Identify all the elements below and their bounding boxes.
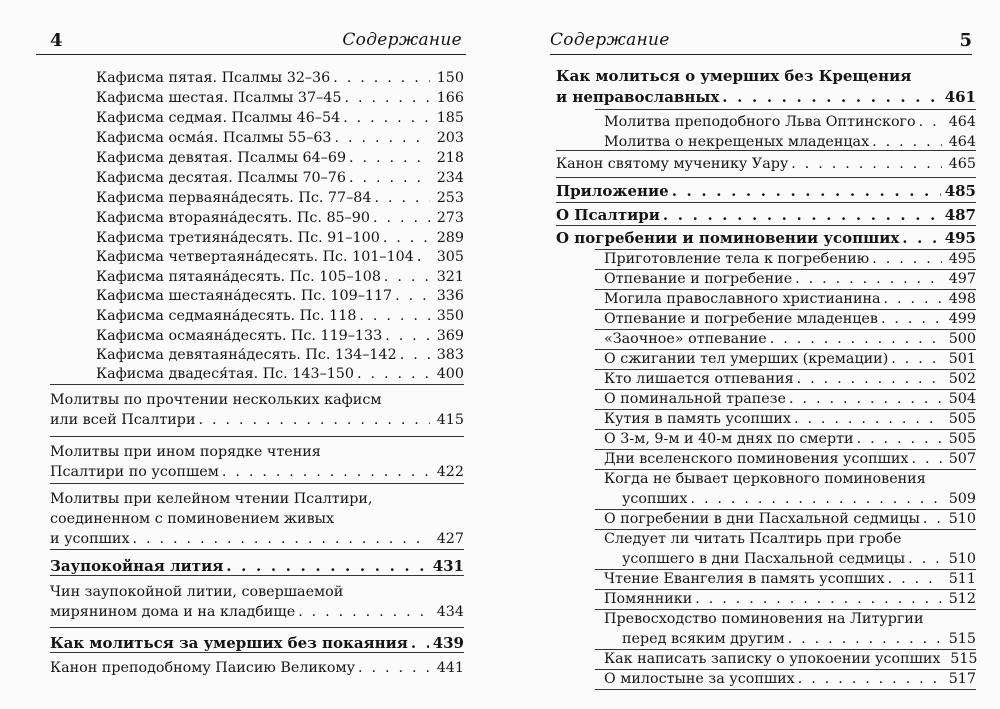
- right-header-rule: [550, 54, 972, 55]
- toc-entry-title: «Заочное» отпевание: [604, 331, 767, 347]
- toc-entry-page-number: 517: [948, 671, 976, 687]
- dot-leader: [411, 633, 429, 653]
- toc-entry-title: О погребении и поминовении усопших: [556, 229, 900, 247]
- dot-leader: [349, 148, 430, 168]
- toc-entry-title: Отпевание и погребение младенцев: [604, 311, 878, 327]
- toc-entry-title: Приложение: [556, 182, 669, 200]
- toc-entry-title: Канон святому мученику Уару: [556, 156, 789, 172]
- burial-sub-entry: [604, 449, 976, 469]
- kathisma-entry: [96, 286, 464, 306]
- toc-entry-page-number: 464: [948, 114, 976, 130]
- toc-entry-title: Чтение Евангелия в память усопших: [604, 571, 885, 587]
- toc-section-entry: [50, 489, 464, 549]
- toc-entry-last-line: [96, 88, 464, 108]
- toc-entry-last-line: [50, 633, 464, 653]
- toc-section-entry: [50, 390, 464, 430]
- toc-entry-page-number: 509: [948, 491, 976, 507]
- dot-leader: [357, 364, 430, 384]
- section-divider: [50, 483, 464, 484]
- dot-leader: [417, 247, 430, 267]
- toc-entry-line: Как молиться о умерших без Крещения: [556, 67, 912, 85]
- dot-leader: [794, 409, 942, 429]
- toc-entry-title: Приготовление тела к погребению: [604, 251, 870, 267]
- toc-entry-title: Кафисма пятаяна́десять. Пс. 105–108: [96, 269, 381, 285]
- toc-entry-last-line: [604, 132, 976, 152]
- dot-leader: [872, 132, 942, 152]
- toc-entry-last-line: [96, 188, 464, 208]
- dot-leader: [791, 154, 942, 174]
- dot-leader: [795, 269, 942, 289]
- toc-entry-line: Молитвы при келейном чтении Псалтири,: [50, 491, 373, 507]
- dot-leader: [891, 349, 942, 369]
- toc-entry-page-number: 434: [436, 604, 464, 620]
- toc-entry-title: Кафисма шестаяна́десять. Пс. 109–117: [96, 288, 393, 304]
- toc-entry-last-line: [556, 154, 976, 174]
- burial-sub-entry: [604, 369, 976, 389]
- toc-section-entry: [50, 442, 464, 482]
- dot-leader: [902, 228, 940, 248]
- toc-entry-page-number: 465: [948, 156, 976, 172]
- toc-section-entry: [50, 658, 464, 678]
- kathisma-entry: [96, 267, 464, 287]
- toc-entry-last-line: [604, 309, 976, 329]
- dot-leader: [384, 267, 430, 287]
- dot-leader: [884, 289, 942, 309]
- left-page: [0, 0, 490, 709]
- right-header: [550, 30, 972, 54]
- toc-entry-page-number: 495: [944, 229, 976, 247]
- dot-leader: [133, 529, 430, 549]
- dot-leader: [373, 208, 430, 228]
- toc-entry-last-line: [604, 589, 976, 609]
- toc-entry-last-line: [50, 410, 464, 430]
- toc-entry-last-line: [604, 269, 976, 289]
- section-divider: [556, 225, 976, 226]
- dot-leader: [385, 326, 430, 346]
- kathisma-entry: [96, 68, 464, 88]
- burial-sub-entry: [604, 509, 976, 529]
- kathisma-entry: [96, 168, 464, 188]
- kathisma-entry: [96, 364, 464, 384]
- toc-entry-last-line: [96, 168, 464, 188]
- toc-entry-title: Кутия в память усопших: [604, 411, 791, 427]
- toc-entry-title: Дни вселенского поминовения усопших: [604, 451, 909, 467]
- toc-section-entry: [50, 582, 464, 622]
- toc-entry-title: Кафисма пятая. Псалмы 32–36: [96, 70, 331, 86]
- toc-entry-last-line: [96, 68, 464, 88]
- toc-entry-page-number: 415: [436, 412, 464, 428]
- toc-entry-title: Как написать записку о упокоении усопших: [604, 651, 941, 667]
- kathisma-entry: [96, 247, 464, 267]
- toc-entry-line: Превосходство поминовения на Литургии: [604, 611, 924, 627]
- toc-entry-title: Кафисма перваяна́десять. Пс. 77–84: [96, 190, 372, 206]
- section-divider: [50, 652, 464, 653]
- section-divider: [50, 549, 464, 550]
- toc-heading-entry: [556, 66, 976, 108]
- burial-sub-entry: [604, 469, 976, 509]
- toc-entry-page-number: 502: [948, 371, 976, 387]
- toc-entry-title: О погребении в дни Пасхальной седмицы: [604, 511, 920, 527]
- toc-entry-page-number: 497: [948, 271, 976, 287]
- burial-sub-entry: [604, 289, 976, 309]
- toc-entry-last-line: [604, 329, 976, 349]
- section-divider: [50, 627, 464, 628]
- burial-sub-entry: [604, 649, 976, 669]
- toc-entry-last-line: [604, 649, 976, 669]
- toc-entry-last-line: [96, 306, 464, 326]
- toc-sub-entry: [604, 112, 976, 132]
- toc-entry-title: О милостыне за усопших: [604, 671, 795, 687]
- toc-entry-page-number: 507: [948, 451, 976, 467]
- toc-entry-title: Кафисма седмая. Псалмы 46–54: [96, 110, 341, 126]
- dot-leader: [222, 462, 430, 482]
- toc-entry-title: Кафисма девятаяна́десять. Пс. 134–142: [96, 347, 397, 363]
- toc-entry-page-number: 305: [436, 249, 464, 265]
- toc-entry-last-line: [556, 181, 976, 201]
- section-divider: [556, 177, 976, 178]
- toc-entry-last-line: [604, 112, 976, 132]
- dot-leader: [722, 87, 940, 108]
- toc-entry-last-line: [604, 249, 976, 269]
- toc-entry-title: усопшего в дни Пасхальной седмицы: [622, 551, 906, 567]
- toc-entry-last-line: [604, 349, 976, 369]
- kathisma-entry: [96, 128, 464, 148]
- toc-entry-title: Молитва преподобного Льва Оптинского: [604, 114, 916, 130]
- toc-entry-page-number: 439: [432, 634, 464, 652]
- toc-entry-title: Молитва о некрещеных младенцах: [604, 134, 870, 150]
- toc-entry-last-line: [50, 529, 464, 549]
- toc-entry-last-line: [50, 658, 464, 678]
- dot-leader: [663, 205, 941, 225]
- toc-heading-entry: [556, 181, 976, 201]
- toc-sub-entry: [604, 132, 976, 152]
- toc-entry-page-number: 501: [948, 351, 976, 367]
- toc-entry-last-line: [50, 556, 464, 576]
- dot-leader: [359, 306, 430, 326]
- toc-entry-last-line: [604, 369, 976, 389]
- toc-entry-title: и неправославных: [556, 88, 720, 106]
- toc-entry-last-line: [604, 429, 976, 449]
- toc-entry-title: О сжигании тел умерших (кремации): [604, 351, 889, 367]
- toc-entry-title: О поминальной трапезе: [604, 391, 787, 407]
- kathisma-entry: [96, 88, 464, 108]
- toc-entry-title: Кафисма двадеся́тая. Пс. 143–150: [96, 366, 355, 382]
- toc-entry-title: Могила православного христианина: [604, 291, 881, 307]
- dot-leader: [383, 228, 430, 248]
- toc-entry-last-line: [604, 289, 976, 309]
- toc-entry-title: О Псалтири: [556, 206, 660, 224]
- toc-entry-last-line: [604, 669, 976, 689]
- toc-entry-line: Следует ли читать Псалтирь при гробе: [604, 531, 902, 547]
- toc-entry-title: Кафисма десятая. Псалмы 70–76: [96, 170, 346, 186]
- section-divider: [595, 109, 976, 110]
- toc-entry-page-number: 185: [436, 110, 464, 126]
- toc-entry-line: соединенном с поминовением живых: [50, 511, 335, 527]
- toc-section-entry: [556, 154, 976, 174]
- toc-entry-page-number: 289: [436, 230, 464, 246]
- toc-entry-title: Псалтири по усопшем: [50, 464, 219, 480]
- toc-entry-page-number: 273: [436, 210, 464, 226]
- toc-entry-page-number: 321: [436, 269, 464, 285]
- toc-entry-page-number: 431: [432, 557, 464, 575]
- left-header: [36, 30, 490, 54]
- dot-leader: [912, 449, 943, 469]
- kathisma-entry: [96, 345, 464, 365]
- dot-leader: [872, 249, 942, 269]
- dot-leader: [798, 669, 942, 689]
- toc-entry-last-line: [96, 228, 464, 248]
- burial-sub-entry: [604, 429, 976, 449]
- toc-entry-page-number: 441: [436, 660, 464, 676]
- toc-entry-last-line: [604, 549, 976, 569]
- burial-sub-entry: [604, 409, 976, 429]
- dot-leader: [789, 389, 942, 409]
- toc-entry-page-number: 500: [948, 331, 976, 347]
- dot-leader: [919, 112, 942, 132]
- toc-entry-page-number: 422: [436, 464, 464, 480]
- section-divider: [50, 384, 464, 385]
- burial-sub-entry: [604, 249, 976, 269]
- toc-entry-last-line: [604, 489, 976, 509]
- toc-heading-entry: [50, 633, 464, 653]
- toc-entry-last-line: [96, 247, 464, 267]
- toc-entry-page-number: 461: [944, 88, 976, 106]
- toc-entry-page-number: 510: [948, 511, 976, 527]
- toc-entry-page-number: 505: [948, 411, 976, 427]
- toc-entry-page-number: 511: [948, 571, 976, 587]
- section-divider: [50, 575, 464, 576]
- section-divider: [50, 436, 464, 437]
- toc-entry-title: Заупокойная лития: [50, 557, 224, 575]
- right-page: [510, 0, 1000, 709]
- toc-entry-last-line: [556, 205, 976, 225]
- toc-entry-title: перед всяким другим: [622, 631, 785, 647]
- kathisma-entry: [96, 188, 464, 208]
- dot-leader: [335, 128, 430, 148]
- toc-entry-page-number: 512: [948, 591, 976, 607]
- toc-entry-page-number: 485: [944, 182, 976, 200]
- dot-leader: [770, 329, 942, 349]
- toc-heading-entry: [556, 205, 976, 225]
- dot-leader: [343, 108, 430, 128]
- dot-leader: [298, 602, 430, 622]
- toc-entry-title: и усопших: [50, 531, 130, 547]
- toc-entry-title: усопших: [622, 491, 688, 507]
- toc-entry-last-line: [604, 449, 976, 469]
- burial-sub-entry: [604, 569, 976, 589]
- toc-entry-page-number: 504: [948, 391, 976, 407]
- toc-entry-page-number: 150: [436, 70, 464, 86]
- toc-entry-page-number: 499: [948, 311, 976, 327]
- toc-entry-title: Как молиться за умерших без покаяния: [50, 634, 408, 652]
- dot-leader: [226, 556, 428, 576]
- dot-leader: [788, 629, 942, 649]
- burial-sub-entry: [604, 269, 976, 289]
- dot-leader: [881, 309, 942, 329]
- toc-entry-page-number: 464: [948, 134, 976, 150]
- toc-entry-line: Чин заупокойной литии, совершаемой: [50, 584, 344, 600]
- kathisma-entry: [96, 228, 464, 248]
- burial-sub-entry: [604, 349, 976, 369]
- toc-entry-title: Канон преподобному Паисию Великому: [50, 660, 356, 676]
- toc-entry-page-number: 218: [436, 150, 464, 166]
- kathisma-entry: [96, 108, 464, 128]
- toc-entry-page-number: 498: [948, 291, 976, 307]
- toc-entry-last-line: [96, 128, 464, 148]
- burial-sub-entry: [604, 309, 976, 329]
- toc-entry-title: Кафисма третияна́десять. Пс. 91–100: [96, 230, 380, 246]
- toc-entry-line: Когда не бывает церковного поминовения: [604, 471, 926, 487]
- toc-entry-title: Кафисма осмаяна́десять. Пс. 119–133: [96, 328, 383, 344]
- burial-sub-entry: [604, 589, 976, 609]
- burial-sub-entry: [604, 529, 976, 569]
- toc-heading-entry: [50, 556, 464, 576]
- toc-entry-title: Кафисма девятая. Псалмы 64–69: [96, 150, 347, 166]
- toc-entry-page-number: 515: [948, 631, 976, 647]
- dot-leader: [690, 489, 942, 509]
- kathisma-entry: [96, 148, 464, 168]
- burial-sub-entry: [604, 669, 976, 689]
- toc-entry-page-number: 400: [436, 366, 464, 382]
- dot-leader: [672, 181, 941, 201]
- toc-entry-page-number: 203: [436, 130, 464, 146]
- dot-leader: [400, 345, 430, 365]
- section-divider: [556, 202, 976, 203]
- toc-entry-last-line: [604, 569, 976, 589]
- toc-entry-page-number: 369: [436, 328, 464, 344]
- toc-entry-last-line: [96, 345, 464, 365]
- toc-entry-page-number: 253: [436, 190, 464, 206]
- toc-entry-page-number: 383: [436, 347, 464, 363]
- toc-entry-page-number: 350: [436, 308, 464, 324]
- burial-sub-entry: [604, 329, 976, 349]
- toc-entry-last-line: [96, 267, 464, 287]
- toc-entry-title: Кто лишается отпевания: [604, 371, 794, 387]
- toc-entry-last-line: [96, 286, 464, 306]
- dot-leader: [349, 168, 430, 188]
- toc-entry-page-number: 427: [436, 531, 464, 547]
- left-page-number: 4: [50, 30, 63, 51]
- toc-entry-title: мирянином дома и на кладбище: [50, 604, 296, 620]
- toc-entry-title: Кафисма седмаяна́десять. Пс. 118: [96, 308, 357, 324]
- toc-entry-last-line: [556, 87, 976, 108]
- dot-leader: [695, 589, 942, 609]
- section-divider: [595, 689, 976, 690]
- toc-entry-page-number: 487: [944, 206, 976, 224]
- toc-entry-last-line: [604, 629, 976, 649]
- kathisma-entry: [96, 306, 464, 326]
- toc-entry-page-number: 510: [948, 551, 976, 567]
- toc-entry-page-number: 505: [948, 431, 976, 447]
- toc-entry-line: Молитвы при ином порядке чтения: [50, 444, 321, 460]
- toc-entry-last-line: [604, 409, 976, 429]
- toc-entry-last-line: [556, 228, 976, 248]
- toc-entry-page-number: 515: [950, 651, 978, 667]
- left-header-rule: [36, 54, 466, 55]
- dot-leader: [395, 286, 430, 306]
- toc-entry-title: Отпевание и погребение: [604, 271, 793, 287]
- dot-leader: [344, 88, 430, 108]
- toc-entry-title: или всей Псалтири: [50, 412, 196, 428]
- toc-entry-title: Кафисма втораяна́десять. Пс. 85–90: [96, 210, 370, 226]
- toc-heading-entry: [556, 228, 976, 248]
- right-page-number: 5: [959, 30, 972, 51]
- toc-entry-page-number: 495: [948, 251, 976, 267]
- toc-entry-last-line: [96, 108, 464, 128]
- toc-entry-title: О 3-м, 9-м и 40-м днях по смерти: [604, 431, 854, 447]
- toc-entry-title: Кафисма шестая. Псалмы 37–45: [96, 90, 342, 106]
- toc-entry-page-number: 234: [436, 170, 464, 186]
- toc-entry-title: Помянники: [604, 591, 693, 607]
- burial-sub-entry: [604, 389, 976, 409]
- left-running-title: Содержание: [342, 30, 462, 50]
- kathisma-entry: [96, 208, 464, 228]
- toc-entry-last-line: [604, 509, 976, 529]
- toc-entry-last-line: [96, 364, 464, 384]
- toc-entry-line: Молитвы по прочтении нескольких кафисм: [50, 392, 382, 408]
- toc-entry-title: Кафисма четвертаяна́десять. Пс. 101–104: [96, 249, 414, 265]
- dot-leader: [198, 410, 430, 430]
- dot-leader: [333, 68, 430, 88]
- dot-leader: [358, 658, 430, 678]
- toc-entry-last-line: [604, 389, 976, 409]
- dot-leader: [923, 509, 942, 529]
- dot-leader: [374, 188, 430, 208]
- burial-sub-entry: [604, 609, 976, 649]
- toc-entry-last-line: [96, 148, 464, 168]
- section-divider: [556, 150, 976, 151]
- toc-entry-last-line: [50, 462, 464, 482]
- toc-entry-last-line: [96, 326, 464, 346]
- toc-entry-page-number: 336: [436, 288, 464, 304]
- right-running-title: Содержание: [550, 30, 670, 50]
- dot-leader: [888, 569, 942, 589]
- dot-leader: [857, 429, 942, 449]
- toc-entry-page-number: 166: [436, 90, 464, 106]
- dot-leader: [908, 549, 942, 569]
- dot-leader: [797, 369, 942, 389]
- toc-entry-last-line: [50, 602, 464, 622]
- toc-entry-title: Кафисма осма́я. Псалмы 55–63: [96, 130, 332, 146]
- kathisma-entry: [96, 326, 464, 346]
- toc-entry-last-line: [96, 208, 464, 228]
